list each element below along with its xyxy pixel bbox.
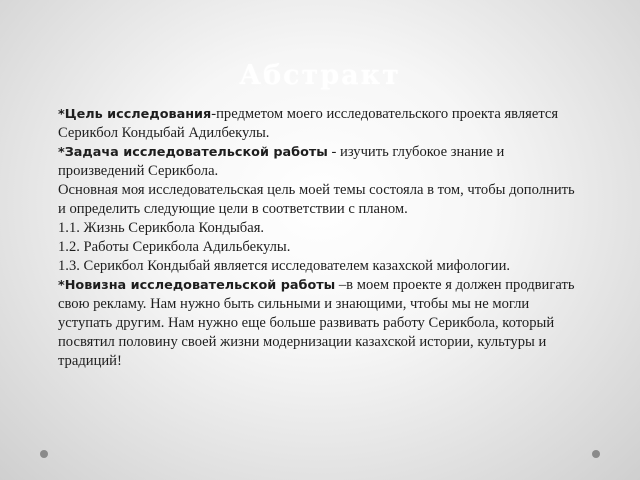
main-goal-paragraph: Основная моя исследовательская цель моей темы состояла в том, чтобы дополнить и определить следующие цели в соответствии с планом. <box>58 182 575 217</box>
decorative-dot-right <box>592 450 600 458</box>
task-text: - изучить глубокое знание и произведений Серикбола. <box>58 144 505 179</box>
goal-text: -предметом моего исследовательского проекта является Серикбол Кондыбай Адилбекулы. <box>58 106 559 141</box>
task-label: *Задача исследовательской работы <box>58 145 328 160</box>
slide-title: Абстракт <box>239 60 401 91</box>
decorative-dot-left <box>40 450 48 458</box>
plan-item-2: 1.2. Работы Серикбола Адильбекулы. <box>58 239 291 255</box>
goal-label: *Цель исследования <box>58 107 212 122</box>
novelty-paragraph <box>58 276 578 371</box>
novelty-text: –в моем проекте я должен продвигать свою рекламу. Нам нужно быть сильными и знающими, чтобы мы не могли уступать другим. Нам нужно еще больше развивать работу Серикбола, который посвятил половину своей жизни модернизации казахской истории, культуры и традиций! <box>58 277 575 369</box>
novelty-label: *Новизна исследовательской работы <box>58 278 336 293</box>
plan-item-1: 1.1. Жизнь Серикбола Кондыбая. <box>58 220 265 236</box>
task-paragraph <box>58 143 578 181</box>
goal-paragraph <box>58 105 578 143</box>
slide-body <box>58 105 578 371</box>
plan-item-3: 1.3. Серикбол Кондыбай является исследователем казахской мифологии. <box>58 258 511 274</box>
